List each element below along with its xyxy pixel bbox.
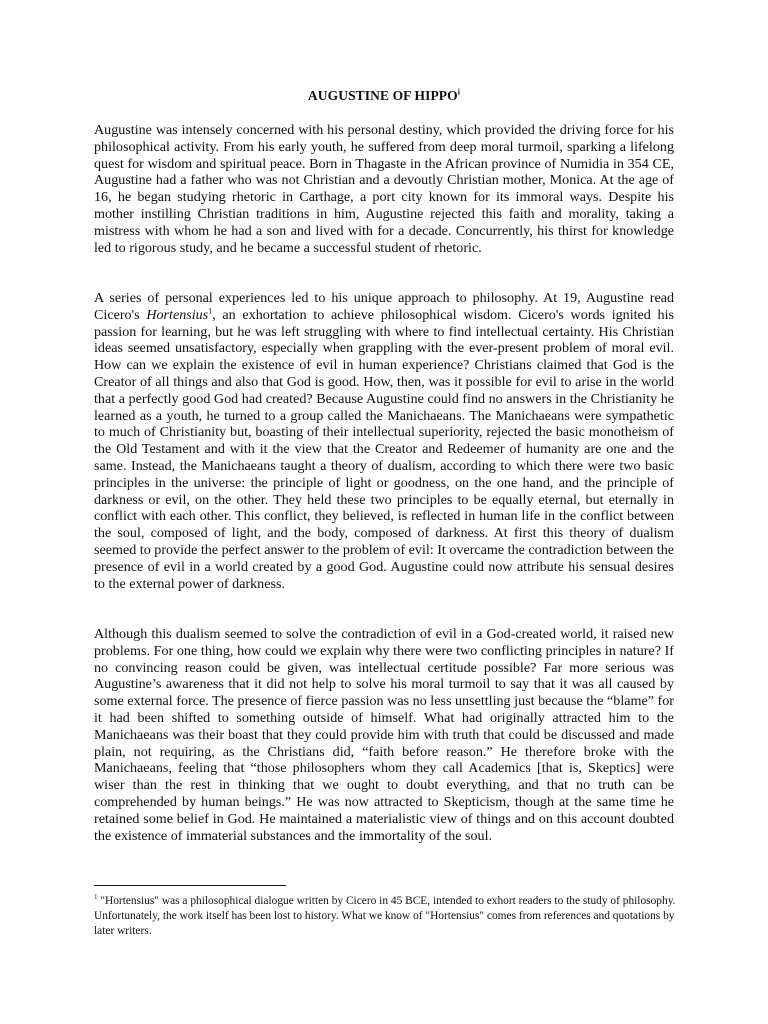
paragraph-early-life: Augustine was intensely concerned with his personal destiny, which provided the driving force for his philosophical activity. From his early youth, he suffered from deep moral turmoil, sparking a lifelong quest for wisdom and spiritual peace. Born in Thagaste in the African province of Numidia in 354 CE, Augustine had a father who was not Christian and a devoutly Christian mother, Monica. At the age of 16, he began studying rhetoric in Carthage, a port city known for its immoral ways. Despite his mother instilling Christian traditions in him, Augustine rejected this faith and morality, taking a mistress with whom he had a son and lived with for a decade. Concurrently, his thirst for knowledge led to rigorous study, and he became a successful student of rhetoric. <box>94 122 674 256</box>
work-title-hortensius: Hortensius <box>146 306 209 323</box>
paragraph-text-before: A series of personal experiences led to his unique approach to philosophy. At 19, Augustine read Cicero's <box>94 290 674 323</box>
page-title <box>94 88 674 104</box>
footnote-text: "Hortensius" was a philosophical dialogue written by Cicero in 45 BCE, intended to exhort readers to the study of philosophy. Unfortunately, the work itself has been lost to history. What we know of "Hortensius" comes from references and quotations by later writers. <box>94 895 676 937</box>
title-text: AUGUSTINE OF HIPPO <box>307 88 458 103</box>
footnote-reference[interactable]: 1 <box>208 306 213 316</box>
paragraph-skepticism: Although this dualism seemed to solve the contradiction of evil in a God-created world, it raised new problems. For one thing, how could we explain why there were two conflicting principles in nature? If no convincing reason could be given, was intellectual certitude possible? Far more serious was Augustine’s awareness that it did not help to solve his moral turmoil to say that it was all caused by some external force. The presence of fierce passion was no less unsettling just because the “blame” for it had been shifted to something outside of himself. What had originally attracted him to the Manichaeans was their boast that they could provide him with truth that could be discussed and made plain, not requiring, as the Christians did, “faith before reason.” He therefore broke with the Manichaeans, feeling that “those philosophers whom they call Academics [that is, Skeptics] were wiser than the rest in thinking that we ought to doubt everything, and that no truth can be comprehended by human beings.” He was now attracted to Skepticism, though at the same time he retained some belief in God. He maintained a materialistic view of things and on this account doubted the existence of immaterial substances and the immortality of the soul. <box>94 626 674 844</box>
title-endnote-marker: i <box>457 87 461 97</box>
footnote-marker: 1 <box>94 893 98 902</box>
paragraph-text-after: , an exhortation to achieve philosophical wisdom. Cicero's words ignited his passion for learning, but he was left struggling with where to find intellectual certainty. His Christian ideas seemed unsatisfactory, especially when grappling with the ever-present problem of moral evil. How can we explain the existence of evil in human experience? Christians claimed that God is the Creator of all things and also that God is good. How, then, was it possible for evil to arise in the world that a perfectly good God had created? Because Augustine could find no answers in the Christianity he learned as a youth, he turned to a group called the Manichaeans. The Manichaeans were sympathetic to much of Christianity but, boasting of their intellectual superiority, rejected the basic monotheism of the Old Testament and with it the view that the Creator and Redeemer of humanity are one and the same. Instead, the Manichaeans taught a theory of dualism, according to which there were two basic principles in the universe: the principle of light or goodness, on the one hand, and the principle of darkness or evil, on the other. They held these two principles to be equally eternal, but eternally in conflict with each other. This conflict, they believed, is reflected in human life in the conflict between the soul, composed of light, and the body, composed of darkness. At first this theory of dualism seemed to provide the perfect answer to the problem of evil: It overcame the contradiction between the presence of evil in a world created by a good God. Augustine could now attribute his sensual desires to the external power of darkness. <box>94 306 674 592</box>
footnote <box>94 894 679 938</box>
paragraph-manichaeans <box>94 290 674 592</box>
footnote-divider <box>94 885 286 886</box>
